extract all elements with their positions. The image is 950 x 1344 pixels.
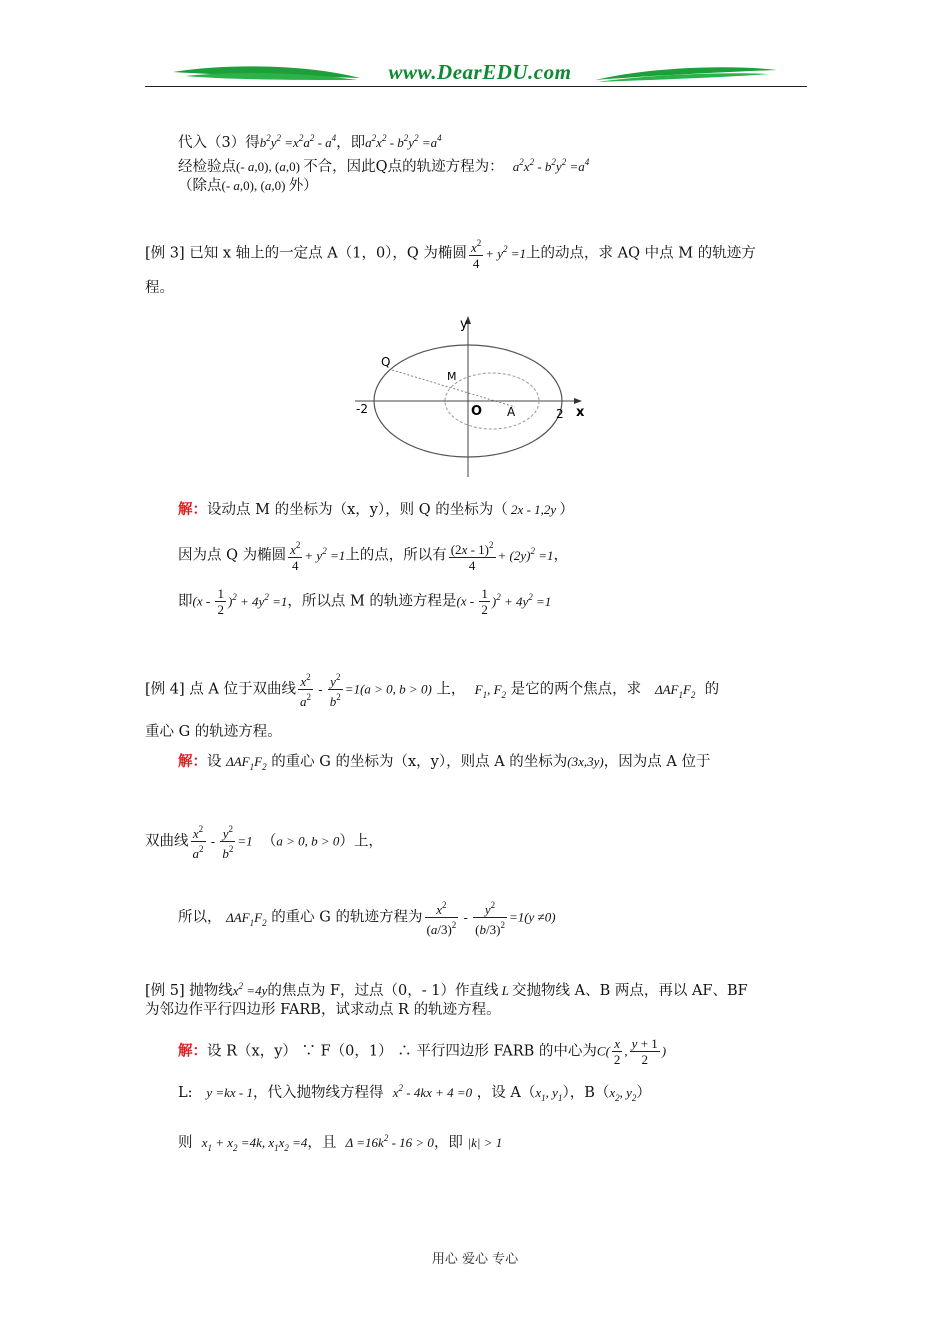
x-axis-arrow <box>574 398 582 404</box>
example-3-statement-cont: 程。 <box>145 280 174 296</box>
example-3-solution-3: 即(x - $\frac{1}{2}$ )$^2 + 4y^2 =1$，所以点 M 的轨迹方程是(x - $\frac{1}{2}$ )$^2 + 4y^2 =1$ <box>178 586 552 617</box>
solution-line-3: （除点(- a,0), (a,0) 外） <box>178 178 318 194</box>
example-5-solution-2: L: y =kx - 1，代入抛物线方程得 $x^2 - 4kx + 4 =0$ ，设 $A(x_1$, $y_1$），$B(x_2$, $y_2$） <box>178 1083 651 1103</box>
example-3-statement: [例 3] 已知 x 轴上的一定点 A（1，0），Q 为椭圆 $\frac{x^2}{4}$ + $y^2 =1$上的动点，求 AQ 中点 M 的轨迹方 <box>145 238 756 271</box>
y-axis-label: y <box>460 317 468 332</box>
point-m-label: M <box>447 370 457 383</box>
example-5-solution-1: 解：设 R（x，y） ∵ F（0，1） ∴ 平行四边形 FARB 的中心为C( $\frac{x}{2}$ , $\frac{y + 1}{2}$ ) <box>178 1036 667 1067</box>
ellipse-diagram <box>350 312 590 484</box>
example-4-solution-1: 解：设 $\Delta AF_1F_2$ 的重心 G 的坐标为（x，y），则点 A 的坐标为(3x,3y)，因为点 A 位于 <box>178 753 711 772</box>
example-3-solution-1: 解：设动点 M 的坐标为（x，y），则 Q 的坐标为（ 2x - 1,2y ） <box>178 501 574 518</box>
origin-label: O <box>471 404 483 419</box>
tick-neg2-label: -2 <box>356 402 368 416</box>
page-footer: 用心 爱心 专心 <box>431 1252 519 1267</box>
site-logo-text[interactable]: www.DearEDU.com <box>388 60 572 84</box>
example-5-solution-3: 则 $x_1 + x_2 =4k$, $x_1x_2 =4$，且 $\Delta =16k^2 - 16 > 0$，即 |k| > 1 <box>178 1133 503 1153</box>
example-4-statement-cont: 重心 G 的轨迹方程。 <box>145 724 282 740</box>
solution-line-1: 代入（3）得$b^2y^2 =x^2a^2 - a^4$，即$a^2x^2 - b^2y^2 =a^4$ <box>178 133 442 151</box>
example-5-statement-cont: 为邻边作平行四边形 FARB，试求动点 R 的轨迹方程。 <box>145 1002 501 1018</box>
example-4-solution-2: 双曲线 $\frac{x^2}{a^2}$ - $\frac{y^2}{b^2}$ =1 （a > 0, b > 0）上， <box>145 824 383 861</box>
example-5-statement: [例 5] 抛物线$x^2 =4y$的焦点为 F，过点（0，- 1）作直线 L 交抛物线 A、B 两点，再以 AF、BF <box>145 981 748 999</box>
example-3-solution-2: 因为点 Q 为椭圆 $\frac{x^2}{4}$ + $y^2 =1$上的点，所以有 $\frac{(2x - 1)^2}{4}$ + $(2y)^2 =1$， <box>178 540 568 573</box>
point-a-label: A <box>507 405 516 419</box>
tick-pos2-label: 2 <box>556 407 564 421</box>
ellipse-figure <box>350 312 590 484</box>
example-4-solution-3: 所以， $\Delta AF_1F_2$ 的重心 G 的轨迹方程为 $\frac{x^2}{(a/3)^2}$ - $\frac{y^2}{(b/3)^2}$ =1(y ≠0) <box>178 900 556 937</box>
x-axis-label: x <box>576 405 585 420</box>
example-4-statement: [例 4] 点 A 位于双曲线 $\frac{x^2}{a^2}$ - $\frac{y^2}{b^2}$ =1(a > 0, b > 0) 上， $F_1$, $F_2$ 是它的两个焦点，求 $\Delta AF_1F_2$ 的 <box>145 672 720 709</box>
solution-line-2: 经检验点(- a,0), (a,0) 不合，因此Q点的轨迹方程为： $a^2x^2 - b^2y^2 =a^4$ <box>178 157 590 175</box>
point-q-label: Q <box>381 355 391 369</box>
header-rule <box>145 86 807 87</box>
